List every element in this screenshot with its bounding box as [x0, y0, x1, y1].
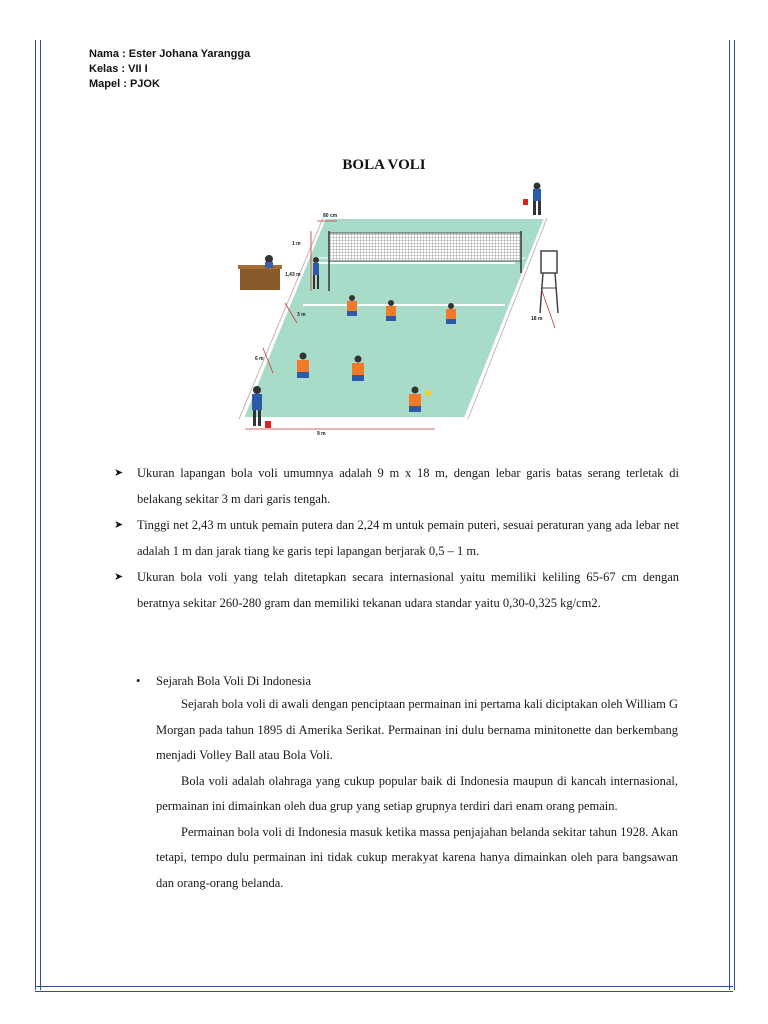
list-item-text: Ukuran lapangan bola voli umumnya adalah 9 m x 18 m, dengan lebar garis batas serang terletak di belakang sekitar 3 m dari garis tengah.: [137, 466, 679, 506]
label-attack-zone: 3 m: [297, 312, 306, 318]
page-border-right: [729, 40, 735, 990]
page-border-left: [35, 40, 41, 990]
list-item: [114, 564, 679, 616]
line-judge-far: [523, 183, 541, 216]
list-item-text: Ukuran bola voli yang telah ditetapkan secara internasional yaitu memiliki keliling 65-67 cm dengan beratnya sekitar 260-280 gram dan memiliki tekanan udara standar yaitu 0,30-0,325 kg/cm2.: [137, 570, 679, 610]
paragraph: Sejarah bola voli di awali dengan penciptaan permainan ini pertama kali diciptakan oleh William G Morgan pada tahun 1895 di Amerika Serikat. Permainan ini dulu bernama minitonette dan berkembang menjadi Volley Ball atau Bola Voli.: [156, 697, 679, 762]
umpire-chair: [540, 251, 558, 313]
student-class: Kelas : VII I: [89, 63, 148, 75]
list-item: [114, 512, 679, 564]
student-header: [89, 47, 250, 92]
student-name: Nama : Ester Johana Yarangga: [89, 48, 251, 60]
scorer-table: [238, 255, 282, 290]
label-back-zone: 6 m: [255, 356, 264, 362]
label-net-top: 1 m: [292, 241, 301, 247]
label-net-width: 80 cm: [323, 213, 338, 219]
bullet-dot-icon: •: [136, 674, 141, 688]
volleyball-court-illustration: [225, 183, 570, 437]
court-facts-list: [114, 460, 679, 616]
net: [329, 233, 521, 261]
paragraph: Permainan bola voli di Indonesia masuk ketika massa penjajahan belanda sekitar tahun 1928. Akan tetapi, tempo dulu permainan ini tidak cukup merakyat karena hanya dimainkan oleh para bangsawan dan orang-orang belanda.: [156, 824, 678, 890]
page-title: BOLA VOLI: [342, 157, 426, 173]
arrow-bullet-icon: ➤: [114, 519, 124, 531]
label-court-length: 18 m: [531, 316, 543, 322]
list-item: [114, 460, 679, 512]
arrow-bullet-icon: ➤: [114, 571, 124, 583]
section-heading-text: Sejarah Bola Voli Di Indonesia: [156, 674, 312, 688]
list-item-text: Tinggi net 2,43 m untuk pemain putera dan 2,24 m untuk pemain puteri, sesuai peraturan yang ada lebar net adalah 1 m dan jarak tiang ke garis tepi lapangan berjarak 0,5 – 1 m.: [137, 518, 679, 558]
arrow-bullet-icon: ➤: [114, 467, 124, 479]
label-net-height: 1,43 m: [285, 272, 301, 278]
label-court-width: 9 m: [317, 431, 326, 437]
page-border-bottom: [35, 986, 733, 992]
paragraph: Bola voli adalah olahraga yang cukup popular baik di Indonesia maupun di kancah internasional, permainan ini dimainkan oleh dua grup yang setiap grupnya terdiri dari enam orang pemain.: [156, 773, 678, 813]
history-section: [134, 670, 678, 896]
section-heading: [134, 670, 678, 692]
subject: Mapel : PJOK: [89, 78, 160, 90]
